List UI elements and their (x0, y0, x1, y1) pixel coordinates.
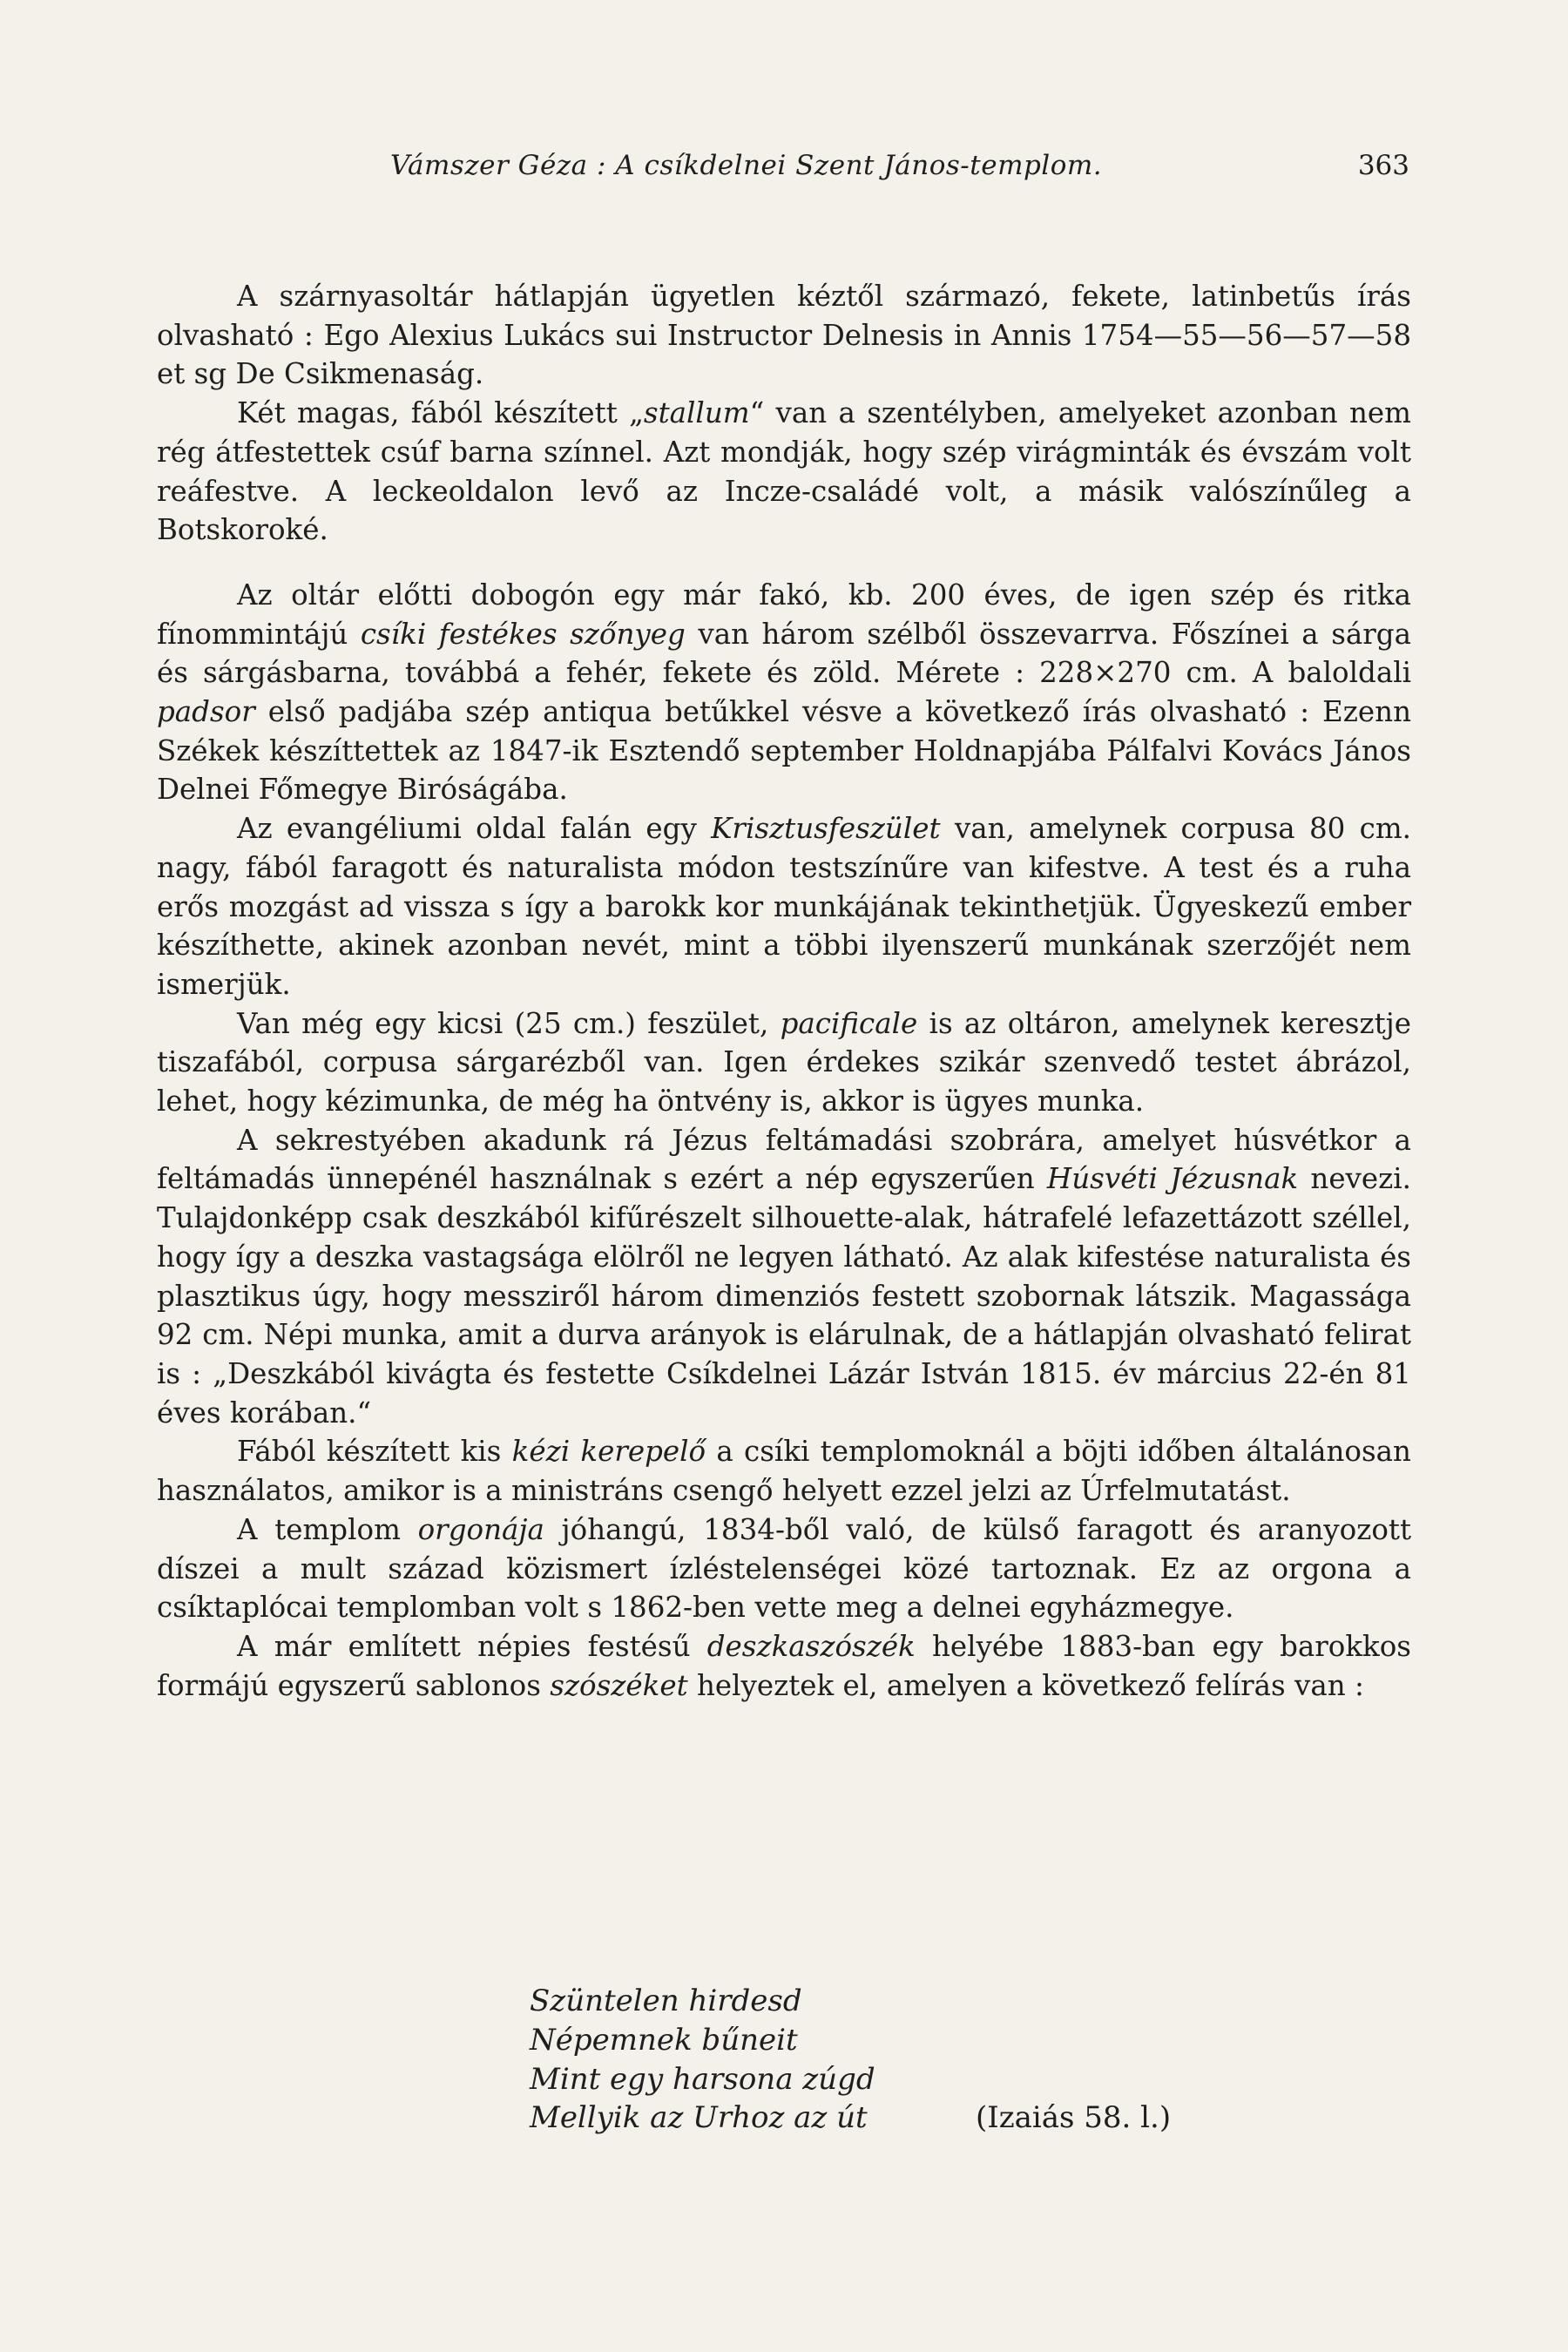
paragraph-stallum: Két magas, fából készített „stallum“ van a szentélyben, amelyeket azonban nem rég átfestettek csúf barna színnel. Azt mondják, hogy szép virágminták és évszám volt reáfestve. A leckeoldalon levő az Incze-családé volt, a másik valószínűleg a Botskoroké. (157, 396, 1411, 547)
poem-line: Szüntelen hirdesd (530, 1984, 802, 2018)
pulpit-inscription-poem (530, 1982, 1314, 2138)
paragraph-organ: A templom orgonája jóhangú, 1834-ből való, de külső faragott és aranyozott díszei a mult század közismert ízléstelenségei közé tartoznak. Ez az orgona a csíktaplócai templomban volt s 1862-ben vette meg a delnei egyházmegye. (157, 1512, 1412, 1625)
paragraph-altar-back-inscription: A szárnyasoltár hátlapján ügyetlen kéztől származó, fekete, latinbetűs írás olvasható : Ego Alexius Lukács sui Instructor Delnesis in Annis 1754—55—56—57—58 et sg De Csikmenaság. (157, 280, 1411, 391)
body-text (157, 277, 1411, 1705)
paragraph-easter-jesus: A sekrestyében akadunk rá Jézus feltámadási szobrára, amelyet húsvétkor a feltámadás ünnepénél használnak s ezért a nép egyszerűen Húsvéti Jézusnak nevezi. Tulajdonképp csak deszkából kifűrészelt silhouette-alak, hátrafelé lefazettázott széllel, hogy így a deszka vastagsága elölről ne legyen látható. Az alak kifestése naturalista és plasztikus úgy, hogy messziről három dimenziós festett szobornak látszik. Magassága 92 cm. Népi munka, amit a durva arányok is elárulnak, de a hátlapján olvasható felirat is : „Deszkából kivágta és festette Csíkdelnei Lázár István 1815. év március 22-én 81 éves korában.“ (157, 1123, 1411, 1429)
paragraph-carpet-and-pews: Az oltár előtti dobogón egy már fakó, kb. 200 éves, de igen szép és ritka fínommintájú csíki festékes szőnyeg van három szélből összevarrva. Főszínei a sárga és sárgásbarna, továbbá a fehér, fekete és zöld. Mérete : 228×270 cm. A baloldali padsor első padjába szép antiqua betűkkel vésve a következő írás olvasható : Ezenn Székek készíttettek az 1847-ik Esztendő september Holdnapjába Pálfalvi Kovács János Delnei Főmegye Biróságába. (157, 578, 1411, 807)
paragraph-crucifix: Az evangéliumi oldal falán egy Krisztusfeszület van, amelynek corpusa 80 cm. nagy, fából faragott és naturalista módon testszínűre van kifestve. A test és a ruha erős mozgást ad vissza s így a barokk kor munkájának tekinthetjük. Ügyeskezű ember készíthette, akinek azonban nevét, mint a többi ilyenszerű munkának szerzőjét nem ismerjük. (157, 812, 1411, 1001)
running-title: Vámszer Géza : A csíkdelnei Szent János-templom. (390, 150, 1103, 181)
poem-line: Népemnek bűneit (530, 2022, 798, 2058)
poem-line: Mellyik az Urhoz az út (530, 2100, 868, 2136)
poem-citation: (Izaiás 58. l.) (976, 2100, 1172, 2135)
paragraph-pulpit: A már említett népies festésű deszkaszószék helyébe 1883-ban egy barokkos formájú egyszerű sablonos szószéket helyeztek el, amelyen a következő felírás van : (157, 1629, 1411, 1702)
page-number: 363 (1357, 150, 1409, 181)
poem-line: Mint egy harsona zúgd (530, 2061, 875, 2097)
paragraph-rattle: Fából készített kis kézi kerepelő a csíki templomoknál a böjti időben általánosan használatos, amikor is a ministráns csengő helyett ezzel jelzi az Úrfelmutatást. (157, 1435, 1411, 1508)
page-header (155, 150, 1409, 193)
paragraph-pacificale: Van még egy kicsi (25 cm.) feszület, pacificale is az oltáron, amelynek keresztje tiszafából, corpusa sárgarézből van. Igen érdekes szikár szenvedő testet ábrázol, lehet, hogy kézimunka, de még ha öntvény is, akkor is ügyes munka. (157, 1006, 1411, 1119)
